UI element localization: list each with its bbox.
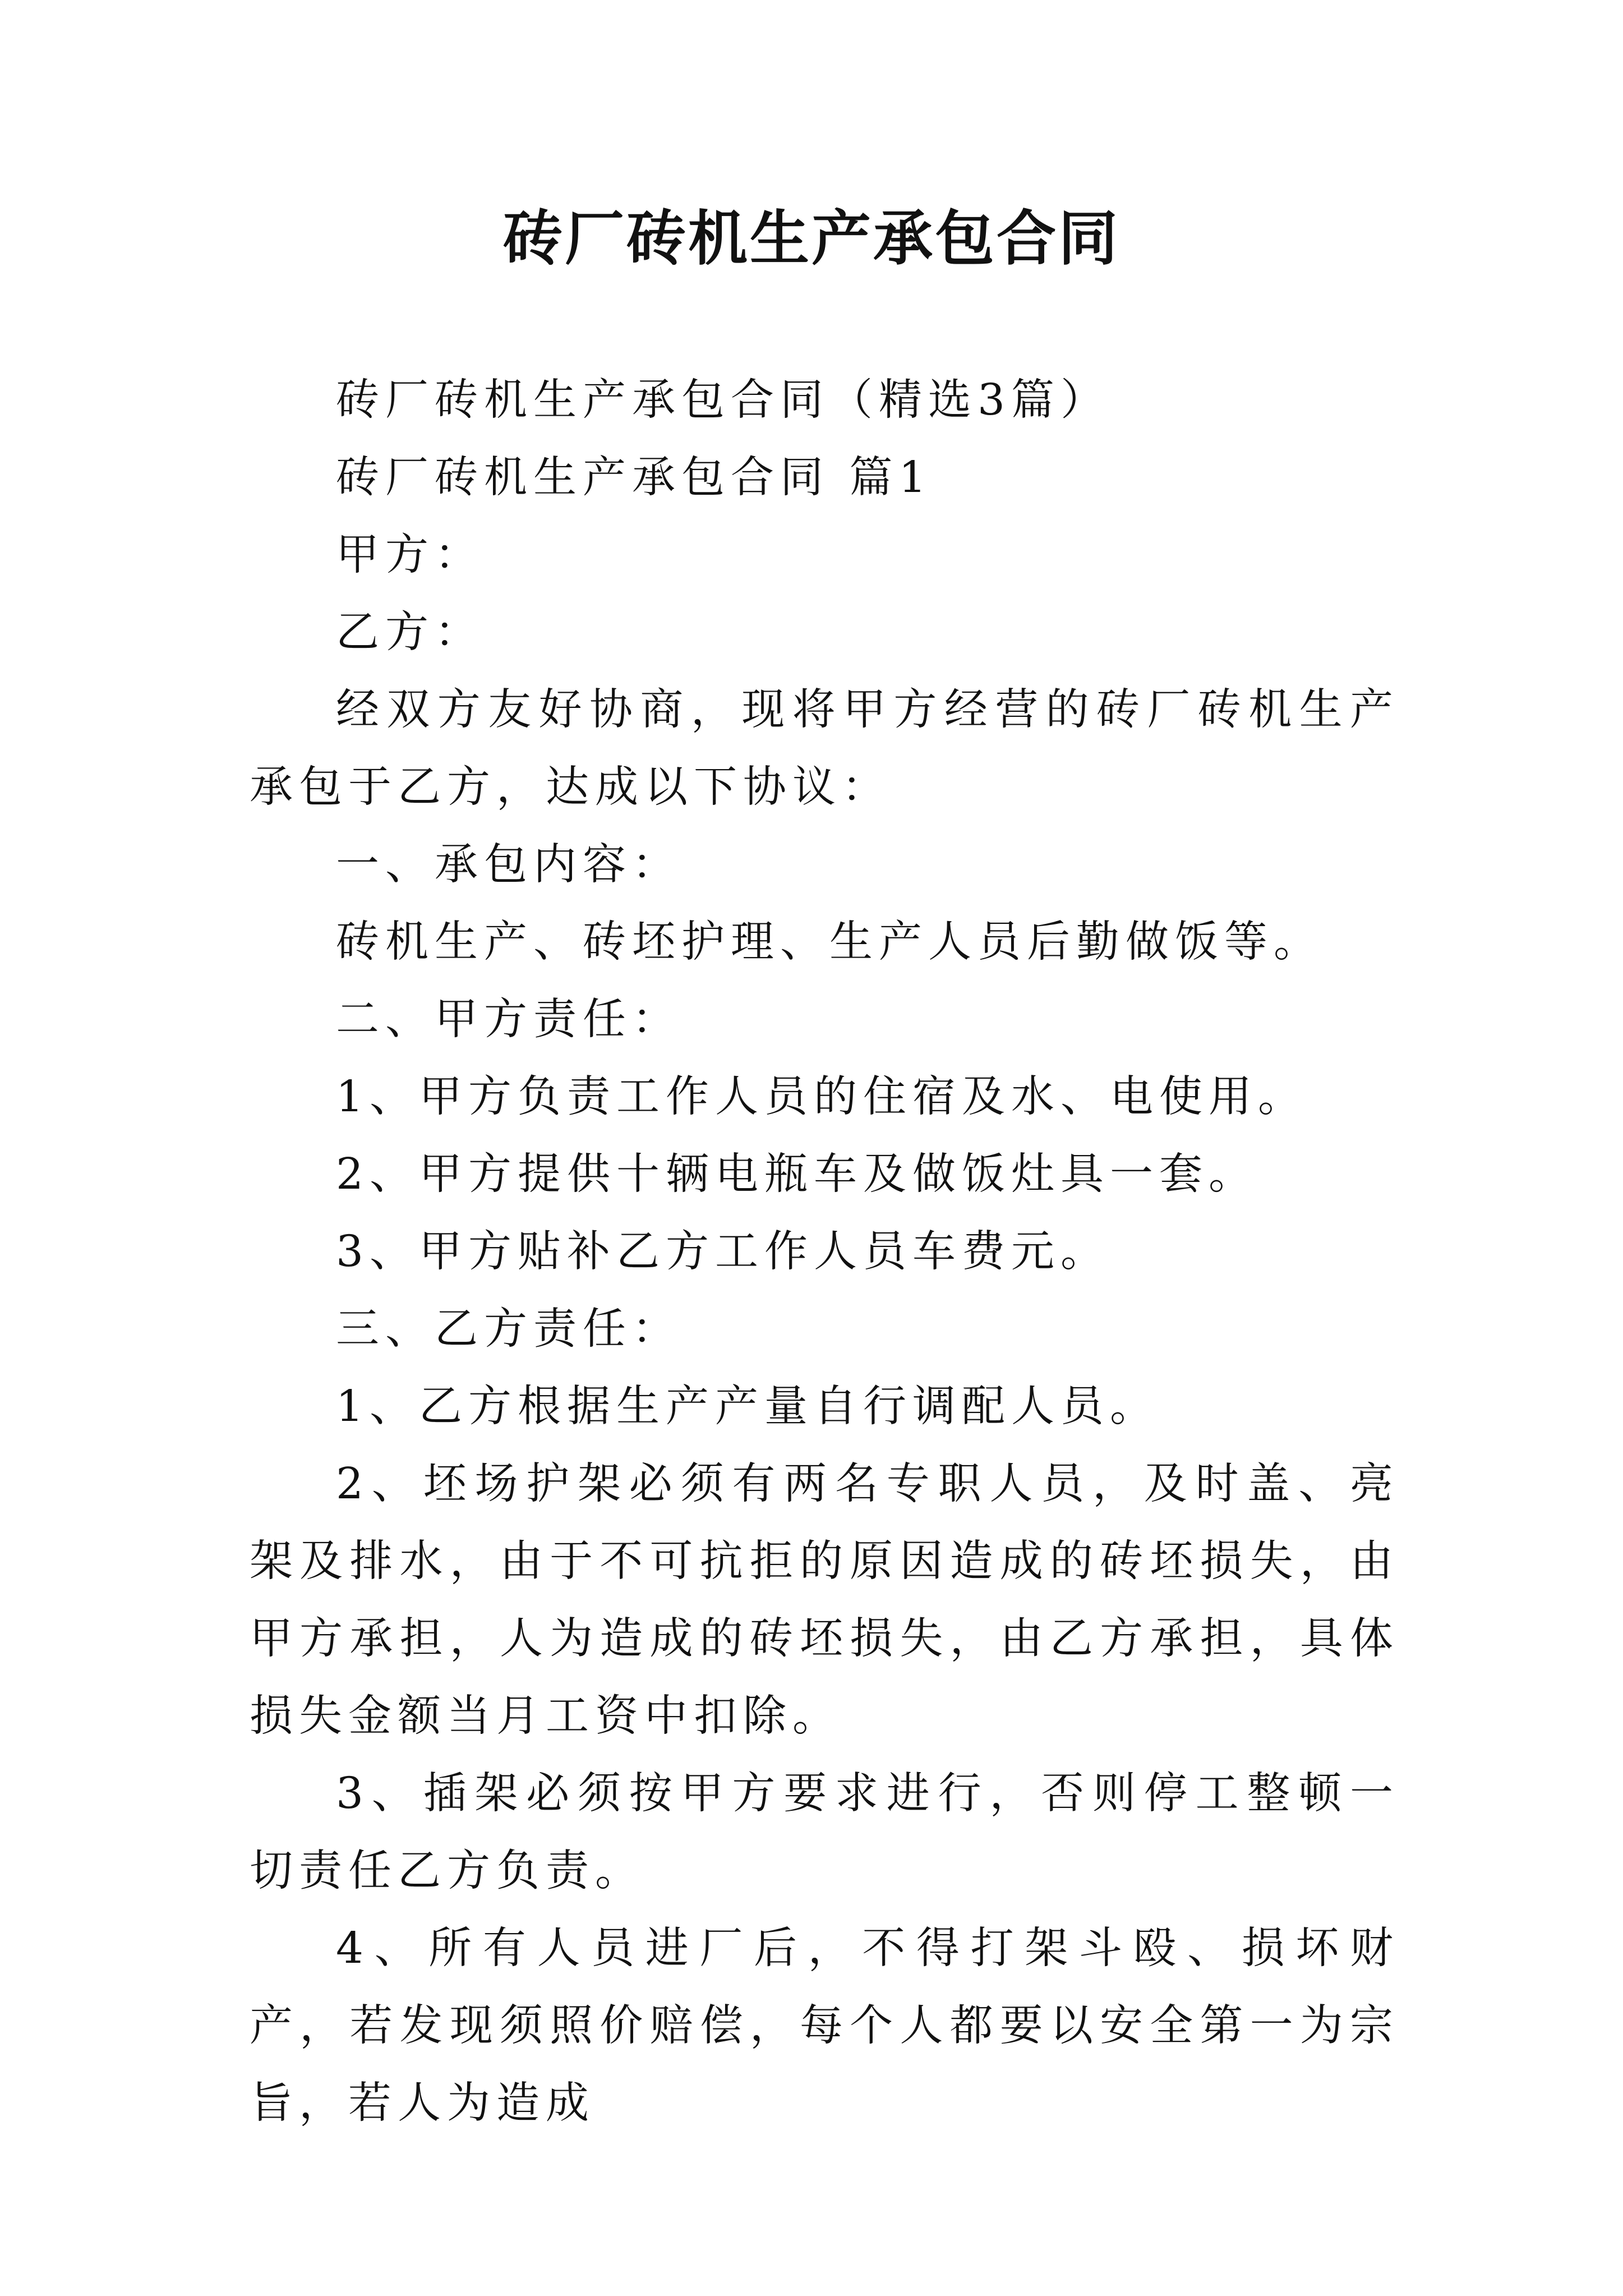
paragraph: 1、甲方负责工作人员的住宿及水、电使用。 <box>336 1072 1307 1122</box>
paragraph: 砖机生产、砖坯护理、生产人员后勤做饭等。 <box>336 917 1323 967</box>
paragraph: 3、甲方贴补乙方工作人员车费元。 <box>336 1227 1110 1277</box>
paragraph: 2、甲方提供十辆电瓶车及做饭灶具一套。 <box>336 1149 1258 1199</box>
paragraph: 2、坯场护架必须有两名专职人员，及时盖、亮架及排水，由于不可抗拒的原因造成的砖坯损失，由甲方承担，人为造成的砖坯损失，由乙方承担，具体损失金额当月工资中扣除。 <box>250 1459 1399 1741</box>
paragraph: 二、甲方责任： <box>336 995 681 1045</box>
paragraph: 经双方友好协商，现将甲方经营的砖厂砖机生产承包于乙方，达成以下协议： <box>250 685 1399 812</box>
paragraph: 乙方： <box>336 608 484 657</box>
paragraph: 一、承包内容： <box>336 840 681 890</box>
paragraph: 砖厂砖机生产承包合同 篇1 <box>336 453 933 503</box>
paragraph: 甲方： <box>336 530 484 580</box>
paragraph: 3、插架必须按甲方要求进行，否则停工整顿一切责任乙方负责。 <box>250 1769 1399 1896</box>
paragraph: 4、所有人员进厂后，不得打架斗殴、损坏财产，若发现须照价赔偿，每个人都要以安全第一为宗旨，若人为造成 <box>250 1924 1399 2128</box>
paragraph: 1、乙方根据生产产量自行调配人员。 <box>336 1382 1159 1432</box>
document-body <box>250 362 1399 2142</box>
document-title: 砖厂砖机生产承包合同 <box>503 203 1120 273</box>
paragraph: 砖厂砖机生产承包合同（精选3篇） <box>336 375 1110 425</box>
paragraph: 三、乙方责任： <box>336 1304 681 1354</box>
